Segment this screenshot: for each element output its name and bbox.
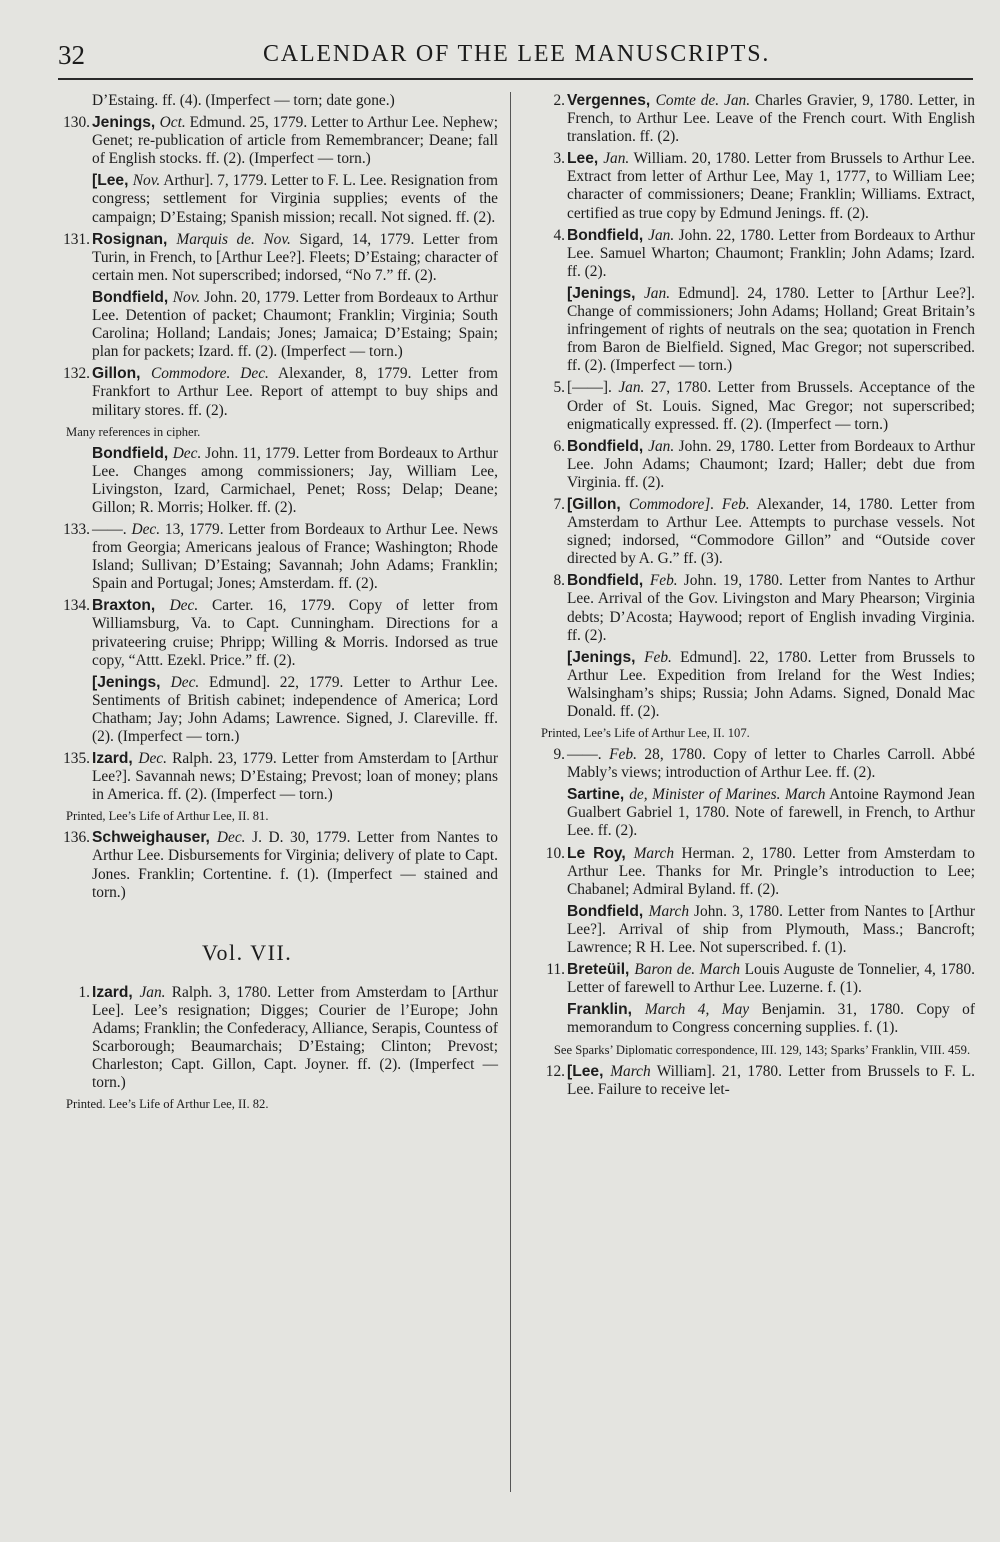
calendar-entry bbox=[50, 674, 498, 746]
entry-text: Herman. 2, 1780. Letter from Amsterdam to Arthur Lee. Thanks for Mr. Pringle’s introduction to Lee; Chabanel; Admiral Byland. ff. (2). bbox=[567, 844, 975, 898]
page-header bbox=[58, 40, 973, 80]
entry-number: 133. bbox=[63, 520, 90, 538]
entry-name: Le Roy, bbox=[567, 844, 634, 862]
entry-name: [Lee, bbox=[92, 172, 133, 190]
entry-date: Dec. bbox=[138, 750, 167, 768]
entry-number: 12. bbox=[545, 1062, 565, 1080]
calendar-entry bbox=[525, 150, 975, 222]
entry-date: Dec. bbox=[216, 829, 246, 847]
entry-text: Antoine Raymond Jean Gualbert Gabriel 1, 1780. Note of farewell, in French, to Arthur Lee. ff. (2). bbox=[567, 786, 976, 840]
entry-name: Gillon, bbox=[92, 365, 151, 383]
entry-number: 10. bbox=[545, 844, 565, 862]
left-column bbox=[50, 92, 498, 1117]
entry-text: Edmund]. 22, 1779. Letter to Arthur Lee. Sentiments of British cabinet; independence of America; Lord Chatham; Jay; John Adams; Lawrence. Signed, J. Clareville. ff. (2). (Imperfect — torn.) bbox=[92, 673, 498, 745]
calendar-entry bbox=[50, 92, 498, 110]
entry-date: Jan. bbox=[648, 437, 675, 455]
page-number: 32 bbox=[58, 40, 85, 70]
calendar-entry bbox=[50, 829, 498, 901]
calendar-entry bbox=[50, 365, 498, 419]
entry-name: Rosignan, bbox=[92, 230, 177, 248]
entry-text: Alexander, 8, 1779. Letter from Frankfort to Arthur Lee. Report of attempt to buy ships and military stores. ff. (2). bbox=[92, 365, 498, 419]
entry-number: 132. bbox=[63, 365, 90, 383]
entry-text: Sigard, 14, 1779. Letter from Turin, in French, to [Arthur Lee?]. Fleets; D’Estaing; character of certain men. Not superscribed; indorsed, “No 7.” ff. (2). bbox=[92, 230, 498, 284]
footnote: See Sparks’ Diplomatic correspondence, III. 129, 143; Sparks’ Franklin, VIII. 459. bbox=[553, 1042, 971, 1057]
entry-text: Arthur]. 7, 1779. Letter to F. L. Lee. Resignation from congress; settlement for Virginia supplies; events of the campaign; D’Estaing; Spanish mission; recall. Not signed. ff. (2). bbox=[92, 172, 499, 226]
entry-text: Benjamin. 31, 1780. Copy of memorandum to Congress concerning supplies. f. (1). bbox=[567, 1001, 976, 1037]
entry-text: 13, 1779. Letter from Bordeaux to Arthur Lee. News from Georgia; Americans jealous of France; Washington; Rhode Island; Sullivan; D’Estaing; Savannah; John Adams; Franklin; Spain and Portugal; Jones; Amsterdam. ff. (2). bbox=[92, 520, 498, 593]
entry-number: 8. bbox=[553, 572, 565, 590]
entry-name: Izard, bbox=[92, 983, 140, 1001]
entry-number: 134. bbox=[63, 597, 90, 615]
entry-date: Dec. bbox=[169, 597, 199, 615]
calendar-entry bbox=[525, 1063, 975, 1099]
entry-name: Bondfield, bbox=[567, 437, 649, 455]
entry-name: Schweighauser, bbox=[92, 829, 217, 847]
calendar-entry bbox=[525, 903, 975, 957]
volume-heading: Vol. VII. bbox=[202, 939, 293, 965]
entry-text: John. 22, 1780. Letter from Bordeaux to Arthur Lee. Samuel Wharton; Chaumont; Franklin; John Adams; Izard. ff. (2). bbox=[567, 226, 975, 280]
entry-text: J. D. 30, 1779. Letter from Nantes to Arthur Lee. Disbursements for Virginia; delivery of plate to Capt. Jones. Franklin; Cortentine. f. (1). (Imperfect — stained and torn.) bbox=[92, 829, 498, 901]
calendar-entry bbox=[50, 984, 498, 1093]
calendar-entry bbox=[50, 445, 498, 517]
footnote: Printed, Lee’s Life of Arthur Lee, II. 81. bbox=[66, 809, 269, 824]
entry-name: [Jenings, bbox=[567, 284, 644, 302]
entry-number: 135. bbox=[63, 750, 90, 768]
calendar-entry bbox=[525, 379, 975, 433]
calendar-entry bbox=[525, 496, 975, 568]
entry-number: 2. bbox=[553, 92, 565, 109]
entry-name: Bondfield, bbox=[567, 226, 649, 244]
entry-date: Jan. bbox=[643, 284, 671, 302]
calendar-entry bbox=[525, 786, 975, 840]
entry-date: de, Minister of Marines. March bbox=[629, 786, 826, 804]
calendar-entry bbox=[525, 649, 975, 721]
entry-number: 5. bbox=[553, 379, 565, 397]
entry-date: Jan. bbox=[603, 150, 630, 168]
entry-name: ——. bbox=[567, 746, 610, 764]
calendar-entry bbox=[50, 597, 498, 669]
entry-name: Franklin, bbox=[567, 1001, 645, 1019]
calendar-entry bbox=[525, 227, 975, 281]
entry-text: Charles Gravier, 9, 1780. Letter, in French, to Arthur Lee. Leave of the French court. With English translation. ff. (2). bbox=[567, 92, 975, 146]
entry-name: [——]. bbox=[567, 379, 619, 397]
calendar-entry bbox=[50, 521, 498, 593]
entry-date: Feb. bbox=[609, 746, 637, 764]
entry-text: 28, 1780. Copy of letter to Charles Carroll. Abbé Mably’s views; introduction of Arthur Lee. ff. (2). bbox=[567, 746, 975, 782]
entry-name: Bondfield, bbox=[567, 902, 649, 920]
calendar-entry bbox=[525, 746, 975, 782]
column-divider bbox=[510, 92, 511, 1492]
calendar-entry bbox=[525, 1001, 975, 1037]
entry-date: Feb. bbox=[644, 648, 672, 666]
entry-number: 7. bbox=[553, 495, 565, 513]
entry-text: William]. 21, 1780. Letter from Brussels to F. L. Lee. Failure to receive let- bbox=[567, 1062, 975, 1098]
entry-number: 9. bbox=[553, 746, 565, 764]
entry-name: Izard, bbox=[92, 750, 139, 768]
entry-text: John. 3, 1780. Letter from Nantes to [Arthur Lee?]. Arrival of ship from Plymouth, Mass.; Bancroft; Lawrence; R H. Lee. Not superscribed. f. (1). bbox=[567, 902, 975, 957]
entry-text: Ralph. 3, 1780. Letter from Amsterdam to [Arthur Lee]. Lee’s resignation; Digges; Courier de l’Europe; John Adams; Franklin; the Confederacy, Alliance, Serapis, Countess of Scarborough; Beaumarchais; D’Estaing; Clinton; Prevost; Charleston; Capt. Gillon, Capt. Joyner. ff. (2). (Imperfect — torn.) bbox=[92, 983, 498, 1092]
entry-name: Braxton, bbox=[92, 597, 170, 615]
entry-text: John. 19, 1780. Letter from Nantes to Arthur Lee. Arrival of the Gov. Livingston and Mary Phearson; Virginia debts; D’Acosta; Haywood; report of English invading Virginia. ff. (2). bbox=[567, 572, 975, 644]
entry-date: Commodore. Dec. bbox=[150, 365, 269, 383]
calendar-entry bbox=[525, 285, 975, 375]
entry-number: 130. bbox=[63, 114, 90, 132]
entry-text: Louis Auguste de Tonnelier, 4, 1780. Letter of farewell to Arthur Lee. Luzerne. f. (1). bbox=[567, 961, 975, 997]
footnote: Printed. Lee’s Life of Arthur Lee, II. 82. bbox=[66, 1097, 269, 1112]
entry-name: Bondfield, bbox=[92, 444, 173, 462]
entry-date: Comte de. Jan. bbox=[655, 92, 751, 109]
entry-date: March 4, May bbox=[644, 1001, 750, 1019]
right-column bbox=[525, 92, 975, 1103]
footnote: Many references in cipher. bbox=[66, 424, 201, 439]
entry-name: [Jenings, bbox=[92, 673, 171, 691]
calendar-entry bbox=[50, 750, 498, 804]
entry-text: Edmund. 25, 1779. Letter to Arthur Lee. Nephew; Genet; re-publication of article from Remembrancer; Deane; fall of English stocks. ff. (2). (Imperfect — torn.) bbox=[92, 114, 498, 168]
entry-number: 1. bbox=[78, 983, 90, 1001]
entry-text: Edmund]. 24, 1780. Letter to [Arthur Lee?]. Change of commissioners; John Adams; Holland; Great Britain’s infringement of rights of neutrals on the sea; quotation in French from Baron de Bielfield. Signed, Mac Gregor; not superscribed. ff. (2). (Imperfect — torn.) bbox=[567, 284, 975, 375]
entry-text: Ralph. 23, 1779. Letter from Amsterdam to [Arthur Lee?]. Savannah news; D’Estaing; Prevost; loan of money; plans in America. ff. (2). (Imperfect — torn.) bbox=[92, 750, 499, 804]
entry-date: March bbox=[633, 844, 675, 862]
calendar-entry bbox=[525, 845, 975, 899]
calendar-entry bbox=[50, 289, 498, 361]
entry-name: Sartine, bbox=[567, 786, 630, 804]
entry-date: Nov. bbox=[172, 288, 201, 306]
running-title: CALENDAR OF THE LEE MANUSCRIPTS. bbox=[263, 41, 771, 67]
calendar-entry bbox=[50, 231, 498, 285]
entry-text: 27, 1780. Letter from Brussels. Acceptance of the Order of St. Louis. Signed, Mac Gregor; not superscribed; enigmatically expressed. ff. (2). (Imperfect — torn.) bbox=[567, 379, 975, 433]
entry-name: Breteüil, bbox=[567, 961, 635, 979]
entry-date: Baron de. March bbox=[634, 961, 741, 979]
footnote: Printed, Lee’s Life of Arthur Lee, II. 107. bbox=[541, 726, 750, 741]
entry-text: William. 20, 1780. Letter from Brussels to Arthur Lee. Extract from letter of Arthur Lee, May 1, 1777, to William Lee; character of commissioners; Deane; Franklin; Williams. Extract, certified as true copy by Edmund Jenings. ff. (2). bbox=[567, 150, 975, 222]
calendar-entry bbox=[525, 92, 975, 146]
entry-date: March bbox=[648, 902, 690, 920]
entry-date: Dec. bbox=[172, 444, 202, 462]
header-rule bbox=[58, 78, 973, 80]
entry-name: Bondfield, bbox=[92, 288, 173, 306]
entry-date: Oct. bbox=[159, 114, 186, 132]
entry-date: Jan. bbox=[618, 379, 645, 397]
entry-date: Marquis de. Nov. bbox=[176, 230, 291, 248]
entry-number: 136. bbox=[63, 829, 90, 847]
entry-text: John. 20, 1779. Letter from Bordeaux to Arthur Lee. Detention of packet; Chaumont; Franklin; Virginia; South Carolina; Holland; Landais; Jones; Jamaica; D’Estaing; Spain; plan for packets; Izard. ff. (2). (Imperfect — torn.) bbox=[92, 288, 498, 361]
entry-text: John. 11, 1779. Letter from Bordeaux to Arthur Lee. Changes among commissioners; Jay, William Lee, Livingston, Izard, Carmichael, Penet; Ross; Delap; Deane; Gillon; R. Morris; Holker. ff. (2). bbox=[92, 444, 498, 516]
entry-number: 6. bbox=[553, 437, 565, 455]
calendar-entry bbox=[525, 961, 975, 997]
entry-number: 131. bbox=[63, 230, 90, 248]
entry-name: Lee, bbox=[567, 150, 604, 168]
entry-number: 4. bbox=[553, 226, 565, 244]
entry-name: Bondfield, bbox=[567, 572, 650, 590]
entry-date: Dec. bbox=[131, 520, 161, 538]
entry-number: 3. bbox=[553, 150, 565, 168]
entry-date: Feb. bbox=[649, 572, 678, 590]
entry-date: Jan. bbox=[648, 226, 675, 244]
calendar-entry bbox=[525, 572, 975, 644]
entry-name: ——. bbox=[92, 520, 132, 538]
calendar-entry bbox=[525, 438, 975, 492]
entry-name: [Gillon, bbox=[567, 495, 629, 513]
entry-date: Dec. bbox=[170, 673, 200, 691]
entry-text: Edmund]. 22, 1780. Letter from Brussels to Arthur Lee. Expedition from Ireland for the West Indies; Walsingham’s ships; Russia; John Adams. Signed, Donald Mac Donald. ff. (2). bbox=[567, 648, 975, 720]
entry-text: D’Estaing. ff. (4). (Imperfect — torn; date gone.) bbox=[92, 92, 395, 109]
entry-name: [Jenings, bbox=[567, 648, 645, 666]
entry-date: Nov. bbox=[132, 172, 161, 190]
entry-date: March bbox=[610, 1062, 651, 1080]
calendar-entry bbox=[50, 172, 498, 226]
entry-name: Vergennes, bbox=[567, 92, 656, 109]
entry-name: [Lee, bbox=[567, 1062, 611, 1080]
entry-date: Jan. bbox=[139, 983, 166, 1001]
entry-text: Alexander, 14, 1780. Letter from Amsterdam to Arthur Lee. Attempts to purchase vessels. Not signed; indorsed, “Commodore Gillon” and “Outside cover directed by A. G.” ff. (3). bbox=[567, 495, 976, 568]
entry-date: Commodore]. Feb. bbox=[628, 495, 750, 513]
entry-text: John. 29, 1780. Letter from Bordeaux to Arthur Lee. John Adams; Chaumont; Izard; Haller; debt due from Virginia. ff. (2). bbox=[567, 437, 975, 491]
entry-number: 11. bbox=[546, 961, 565, 979]
entry-text: Carter. 16, 1779. Copy of letter from Williamsburg, Va. to Capt. Cunningham. Directions for a privateering cruise; Phripp; Willing & Morris. Indorsed as true copy, “Attt. Ezekl. Price.” ff. (2). bbox=[92, 597, 498, 669]
entry-name: Jenings, bbox=[92, 114, 160, 132]
calendar-entry bbox=[50, 114, 498, 168]
